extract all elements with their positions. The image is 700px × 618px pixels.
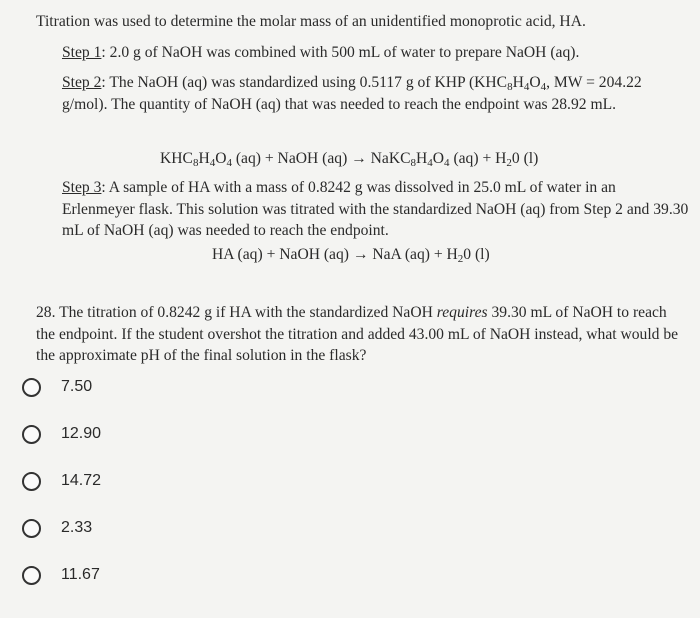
step1-text: : 2.0 g of NaOH was combined with 500 mL of water to prepare NaOH (aq).	[101, 44, 580, 61]
equation-ha: HA (aq) + NaOH (aq) → NaA $(aq) + H_20$ (l)	[212, 246, 490, 265]
option-label: 11.67	[61, 566, 100, 583]
step1-paragraph	[62, 42, 579, 64]
option-label: 12.90	[61, 425, 102, 442]
step2-text-b: , MW = 204.22 g/mol). The quantity of NaOH (aq) that was needed to reach the endpoint was 28.92 mL.	[62, 74, 642, 113]
radio-circle-icon[interactable]	[22, 425, 41, 444]
intro-text: Titration was used to determine the molar mass of an unidentified monoprotic acid, HA.	[36, 13, 586, 30]
step2-paragraph: Step 2: The NaOH (aq) was standardized using 0.5117 g of KHP ($KHC_8H_4O_4$, MW = 204.22 g/mol). The quantity of NaOH (aq) that was needed to reach the endpoint was 28.92 mL.	[62, 74, 642, 113]
step2-text-a: : The NaOH (aq) was standardized using 0.5117 g of KHP (KHC	[101, 74, 508, 91]
step3-text: : A sample of HA with a mass of 0.8242 g was dissolved in 25.0 mL of water in an Erlenmeyer flask. This solution was titrated with the standardized NaOH (aq) from Step 2 and 39.30 mL of NaOH (aq) was needed to reach the endpoint.	[62, 179, 689, 239]
option-5[interactable]	[22, 560, 100, 590]
option-4[interactable]	[22, 513, 92, 543]
option-3[interactable]	[22, 466, 101, 496]
radio-circle-icon[interactable]	[22, 472, 41, 491]
radio-circle-icon[interactable]	[22, 378, 41, 397]
option-label: 14.72	[61, 472, 102, 489]
option-2[interactable]	[22, 419, 101, 449]
equation-khp: $KHC_8H_4O_4$ (aq) + NaOH $(aq) \to NaKC_8H_4O_4$ $(aq) + H_20$ (l)	[160, 150, 539, 169]
radio-circle-icon[interactable]	[22, 566, 41, 585]
step1-label: Step 1	[62, 44, 102, 61]
step2-label: Step 2	[62, 74, 102, 91]
step3-label: Step 3	[62, 179, 102, 196]
question-text: 28. The titration of 0.8242 g if HA with the standardized NaOH requires 39.30 mL of NaOH to reach the endpoint. If the student overshot the titration and added 43.00 mL of NaOH instead, what would be the approximate pH of the final solution in the flask?	[36, 304, 679, 364]
option-label: 2.33	[61, 519, 93, 536]
option-label: 7.50	[61, 378, 93, 395]
option-1[interactable]	[22, 372, 92, 402]
radio-circle-icon[interactable]	[22, 519, 41, 538]
step3-paragraph	[62, 177, 690, 242]
